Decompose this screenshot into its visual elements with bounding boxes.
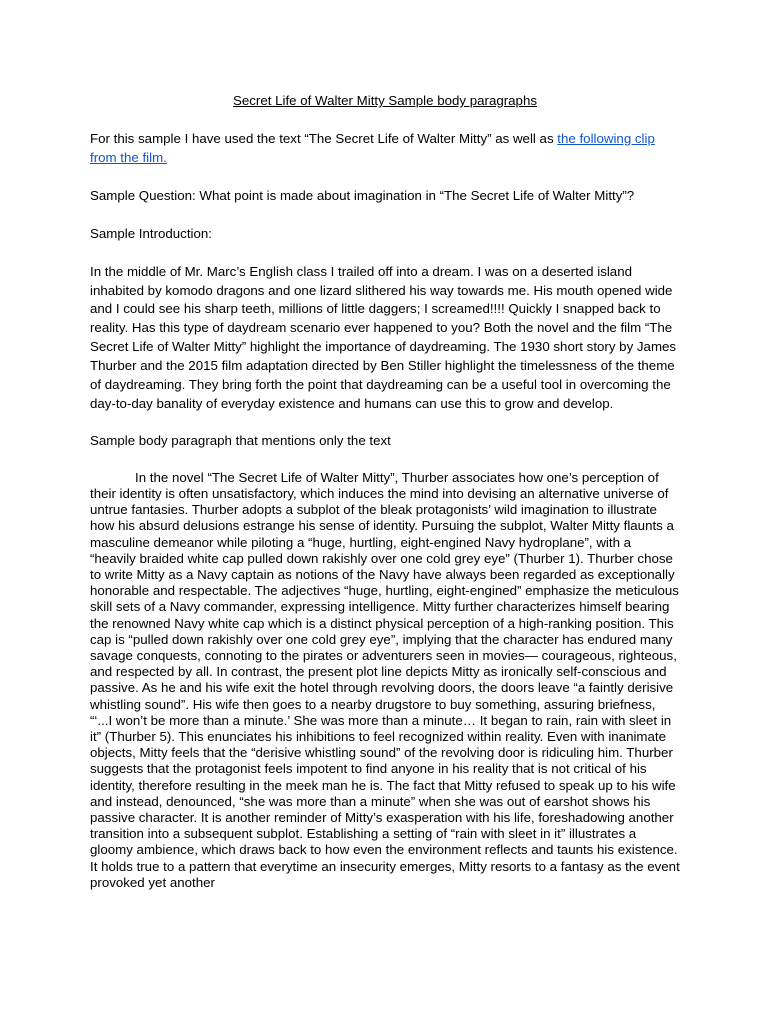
body-paragraph-heading: Sample body paragraph that mentions only the text [90, 432, 391, 448]
document-page [90, 92, 680, 891]
body-paragraph: In the novel “The Secret Life of Walter Mitty”, Thurber associates how one’s perception of their identity is often unsatisfactory, which induces the mind into devising an alternative universe of untrue fantasies. Thurber adopts a subplot of the bleak protagonists’ wild imagination to illustrate how his absurd delusions estrange his sense of identity. Pursuing the subplot, Walter Mitty flaunts a masculine demeanor while piloting a “huge, hurtling, eight-engined Navy hydroplane”, with a “heavily braided white cap pulled down rakishly over one cold grey eye” (Thurber 1). Thurber chose to write Mitty as a Navy captain as notions of the Navy have always been regarded as exceptionally honorable and respectable. The adjectives “huge, hurtling, eight-engined” emphasize the meticulous skill sets of a Navy commander, expressing intelligence. Mitty further characterizes himself bearing the renowned Navy white cap which is a distinct physical perception of a high-ranking position. This cap is “pulled down rakishly over one cold grey eye”, implying that the character has endured many savage conquests, connoting to the pirates or adventurers seen in movies— courageous, righteous, and respected by all. In contrast, the present plot line depicts Mitty as ironically self-conscious and passive. As he and his wife exit the hotel through revolving doors, the doors leave “a faintly derisive whistling sound”. His wife then goes to a nearby drugstore to buy something, assuring briefness, “‘...I won’t be more than a minute.’ She was more than a minute… It began to rain, rain with sleet in it” (Thurber 5). This enunciates his inhibitions to feel recognized within reality. Even with inanimate objects, Mitty feels that the “derisive whistling sound” of the revolving door is ridiculing him. Thurber suggests that the protagonist feels impotent to find anyone in his reality that is not critical of his identity, therefore resulting in the meek man he is. The fact that Mitty refused to speak up to his wife and instead, denounced, “she was more than a minute” when she was out of earshot shows his passive character. It is another reminder of Mitty’s exasperation with his life, foreshadowing another transition into a subsequent subplot. Establishing a setting of “rain with sleet in it” illustrates a gloomy ambience, which draws back to how even the environment reflects and taunts his existence. It holds true to a pattern that everytime an insecurity emerges, Mitty resorts to a fantasy as the event provoked yet another [90, 469, 680, 890]
film-clip-link[interactable]: the following clip from the film. [90, 131, 655, 165]
intro-line [90, 130, 680, 168]
document-title: Secret Life of Walter Mitty Sample body paragraphs [233, 93, 537, 108]
intro-heading: Sample Introduction: [90, 225, 212, 241]
intro-line-text: For this sample I have used the text “The Secret Life of Walter Mitty” as well as [90, 131, 558, 146]
sample-question: Sample Question: What point is made about imagination in “The Secret Life of Walter Mitty”? [90, 187, 635, 203]
intro-paragraph: In the middle of Mr. Marc’s English class I trailed off into a dream. I was on a deserted island inhabited by komodo dragons and one lizard slithered his way towards me. His mouth opened wide and I could see his sharp teeth, millions of little daggers; I screamed!!!! Quickly I snapped back to reality. Has this type of daydream scenario ever happened to you? Both the novel and the film “The Secret Life of Walter Mitty” highlight the importance of daydreaming. The 1930 short story by James Thurber and the 2015 film adaptation directed by Ben Stiller highlight the timelessness of the theme of daydreaming. They bring forth the point that daydreaming can be a useful tool in overcoming the day-to-day banality of everyday existence and humans can use this to grow and develop. [90, 263, 677, 411]
